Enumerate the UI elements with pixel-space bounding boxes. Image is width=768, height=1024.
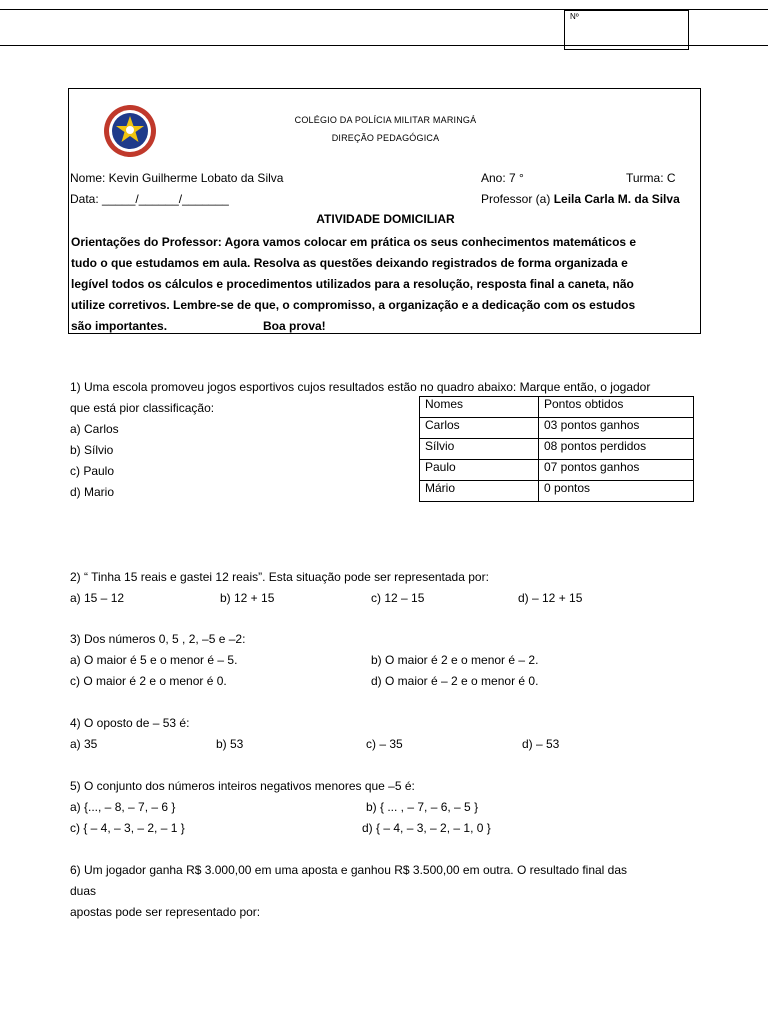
question-5-option-a[interactable]: a) {..., – 8, – 7, – 6 }: [70, 800, 176, 814]
table-cell: 08 pontos perdidos: [539, 439, 694, 460]
orientation-line: tudo o que estudamos em aula. Resolva as questões deixando registrados de forma organizada e: [71, 256, 628, 270]
question-6-text-cont: apostas pode ser representado por:: [70, 905, 261, 919]
question-2-option-c[interactable]: c) 12 – 15: [371, 591, 425, 605]
question-5-option-c[interactable]: c) { – 4, – 3, – 2, – 1 }: [70, 821, 185, 835]
orientation-line: são importantes.: [71, 319, 168, 333]
student-name: Nome: Kevin Guilherme Lobato da Silva: [70, 171, 284, 185]
orientation-line: Orientações do Professor: Agora vamos colocar em prática os seus conhecimentos matemáticos e: [71, 235, 637, 249]
question-4-text: 4) O oposto de – 53 é:: [70, 716, 190, 730]
table-row: [420, 460, 694, 481]
question-3-option-a[interactable]: a) O maior é 5 e o menor é – 5.: [70, 653, 238, 667]
question-5-text: 5) O conjunto dos números inteiros negativos menores que –5 é:: [70, 779, 415, 793]
table-cell: Paulo: [420, 460, 539, 481]
date-field[interactable]: Data: _____/______/_______: [70, 192, 229, 206]
question-5-option-d[interactable]: d) { – 4, – 3, – 2, – 1, 0 }: [362, 821, 491, 835]
table-cell: Carlos: [420, 418, 539, 439]
table-cell: Mário: [420, 481, 539, 502]
question-6-text: 6) Um jogador ganha R$ 3.000,00 em uma aposta e ganhou R$ 3.500,00 em outra. O resultado final das: [70, 863, 628, 877]
question-3-option-d[interactable]: d) O maior é – 2 e o menor é 0.: [371, 674, 539, 688]
question-4-option-a[interactable]: a) 35: [70, 737, 98, 751]
orientation-line: utilize corretivos. Lembre-se de que, o compromisso, a organização e a dedicação com os estudos: [71, 298, 636, 312]
number-label: Nº: [570, 12, 579, 21]
teacher-line: [481, 192, 680, 206]
table-header-cell: Pontos obtidos: [539, 397, 694, 418]
question-2-option-a[interactable]: a) 15 – 12: [70, 591, 125, 605]
question-1-text: 1) Uma escola promoveu jogos esportivos cujos resultados estão no quadro abaixo: Marque então, o jogador: [70, 380, 651, 394]
table-cell: Sílvio: [420, 439, 539, 460]
question-3-text: 3) Dos números 0, 5 , 2, –5 e –2:: [70, 632, 246, 646]
table-cell: 03 pontos ganhos: [539, 418, 694, 439]
header-box: [68, 88, 701, 334]
question-1-option-d[interactable]: d) Mario: [70, 485, 115, 499]
question-4-option-d[interactable]: d) – 53: [522, 737, 560, 751]
question-1-text-cont: que está pior classificação:: [70, 401, 215, 415]
teacher-prefix: Professor (a): [481, 192, 554, 206]
table-row: [420, 439, 694, 460]
orientation-line: legível todos os cálculos e procedimentos utilizados para a resolução, resposta final a caneta, não: [71, 277, 634, 291]
question-1-option-b[interactable]: b) Sílvio: [70, 443, 114, 457]
good-luck: Boa prova!: [263, 319, 326, 333]
question-5-option-b[interactable]: b) { ... , – 7, – 6, – 5 }: [366, 800, 479, 814]
question-1-option-c[interactable]: c) Paulo: [70, 464, 115, 478]
question-2-option-d[interactable]: d) – 12 + 15: [518, 591, 583, 605]
question-1-option-a[interactable]: a) Carlos: [70, 422, 119, 436]
school-seal-icon: [93, 103, 167, 159]
number-box[interactable]: [564, 10, 689, 50]
question-6-text-cont: duas: [70, 884, 97, 898]
table-header-row: [420, 397, 694, 418]
question-2-option-b[interactable]: b) 12 + 15: [220, 591, 275, 605]
school-name: COLÉGIO DA POLÍCIA MILITAR MARINGÁ: [294, 115, 477, 125]
teacher-name: Leila Carla M. da Silva: [553, 192, 680, 206]
table-cell: 07 pontos ganhos: [539, 460, 694, 481]
table-row: [420, 418, 694, 439]
question-2-text: 2) “ Tinha 15 reais e gastei 12 reais”. Esta situação pode ser representada por:: [70, 570, 489, 584]
school-year: Ano: 7 °: [481, 171, 524, 185]
question-4-option-b[interactable]: b) 53: [216, 737, 244, 751]
table-row: [420, 481, 694, 502]
table-cell: 0 pontos: [539, 481, 694, 502]
class-label: Turma: C: [626, 171, 676, 185]
department-name: DIREÇÃO PEDAGÓGICA: [331, 133, 440, 143]
table-header-cell: Nomes: [420, 397, 539, 418]
scores-table: [419, 396, 694, 502]
activity-title: ATIVIDADE DOMICILIAR: [316, 212, 455, 226]
question-3-option-b[interactable]: b) O maior é 2 e o menor é – 2.: [371, 653, 539, 667]
question-3-option-c[interactable]: c) O maior é 2 e o menor é 0.: [70, 674, 227, 688]
question-4-option-c[interactable]: c) – 35: [366, 737, 403, 751]
